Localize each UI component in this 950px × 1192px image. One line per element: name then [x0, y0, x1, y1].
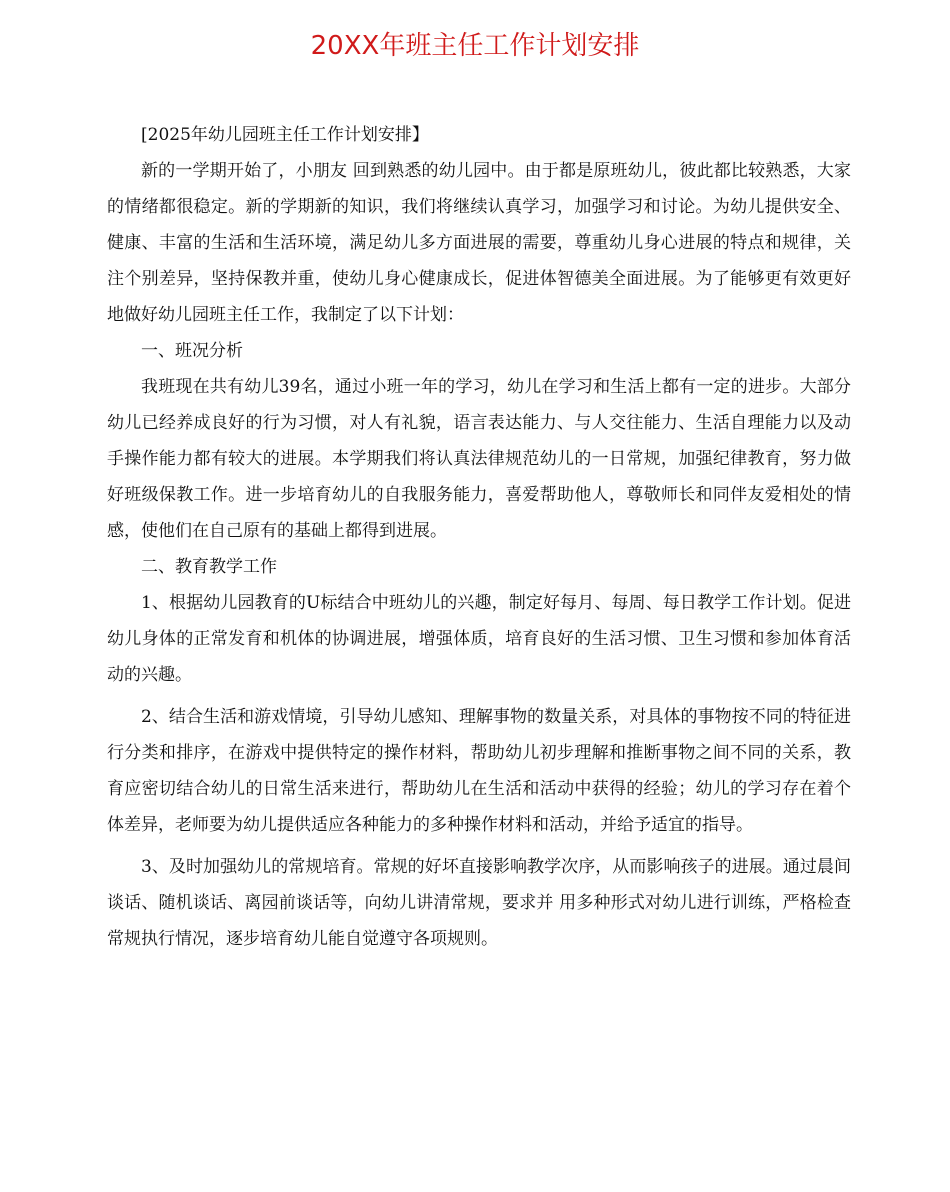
paragraph-intro: 新的一学期开始了，小朋友 回到熟悉的幼儿园中。由于都是原班幼儿，彼此都比较熟悉，大家的情绪都很稳定。新的学期新的知识，我们将继续认真学习，加强学习和讨论。为幼儿提供安全、健康、丰富的生活和生活环境，满足幼儿多方面进展的需要，尊重幼儿身心进展的特点和规律，关注个别差异，坚持保教并重，使幼儿身心健康成长，促进体智德美全面进展。为了能够更有效更好地做好幼儿园班主任工作，我制定了以下计划：	[107, 161, 851, 325]
document-title: 20XX年班主任工作计划安排	[310, 31, 640, 61]
document-body	[107, 117, 851, 957]
paragraph-class-analysis: 我班现在共有幼儿39名，通过小班一年的学习，幼儿在学习和生活上都有一定的进步。大部分幼儿已经养成良好的行为习惯，对人有礼貌，语言表达能力、与人交往能力、生活自理能力以及动手操作能力都有较大的进展。本学期我们将认真法律规范幼儿的一日常规，加强纪律教育，努力做好班级保教工作。进一步培育幼儿的自我服务能力，喜爱帮助他人，尊敬师长和同伴友爱相处的情感，使他们在自己原有的基础上都得到进展。	[107, 377, 851, 541]
document-subtitle: [2025年幼儿园班主任工作计划安排】	[141, 125, 429, 145]
paragraph-teaching-item-1: 1、根据幼儿园教育的U标结合中班幼儿的兴趣，制定好每月、每周、每日教学工作计划。促进幼儿身体的正常发育和机体的协调进展，增强体质，培育良好的生活习惯、卫生习惯和参加体育活动的兴趣。	[107, 593, 851, 685]
paragraph-teaching-item-2: 2、结合生活和游戏情境，引导幼儿感知、理解事物的数量关系，对具体的事物按不同的特征进行分类和排序，在游戏中提供特定的操作材料，帮助幼儿初步理解和推断事物之间不同的关系，教育应密切结合幼儿的日常生活来进行，帮助幼儿在生活和活动中获得的经验；幼儿的学习存在着个体差异，老师要为幼儿提供适应各种能力的多种操作材料和活动，并给予适宜的指导。	[107, 707, 851, 835]
section-heading-class-analysis: 一、班况分析	[141, 341, 243, 361]
paragraph-teaching-item-3: 3、及时加强幼儿的常规培育。常规的好坏直接影响教学次序，从而影响孩子的进展。通过晨间谈话、随机谈话、离园前谈话等，向幼儿讲清常规，要求并 用多种形式对幼儿进行训练，严格检查常规执行情况，逐步培育幼儿能自觉遵守各项规则。	[107, 857, 851, 949]
section-heading-teaching-work: 二、教育教学工作	[141, 557, 277, 577]
